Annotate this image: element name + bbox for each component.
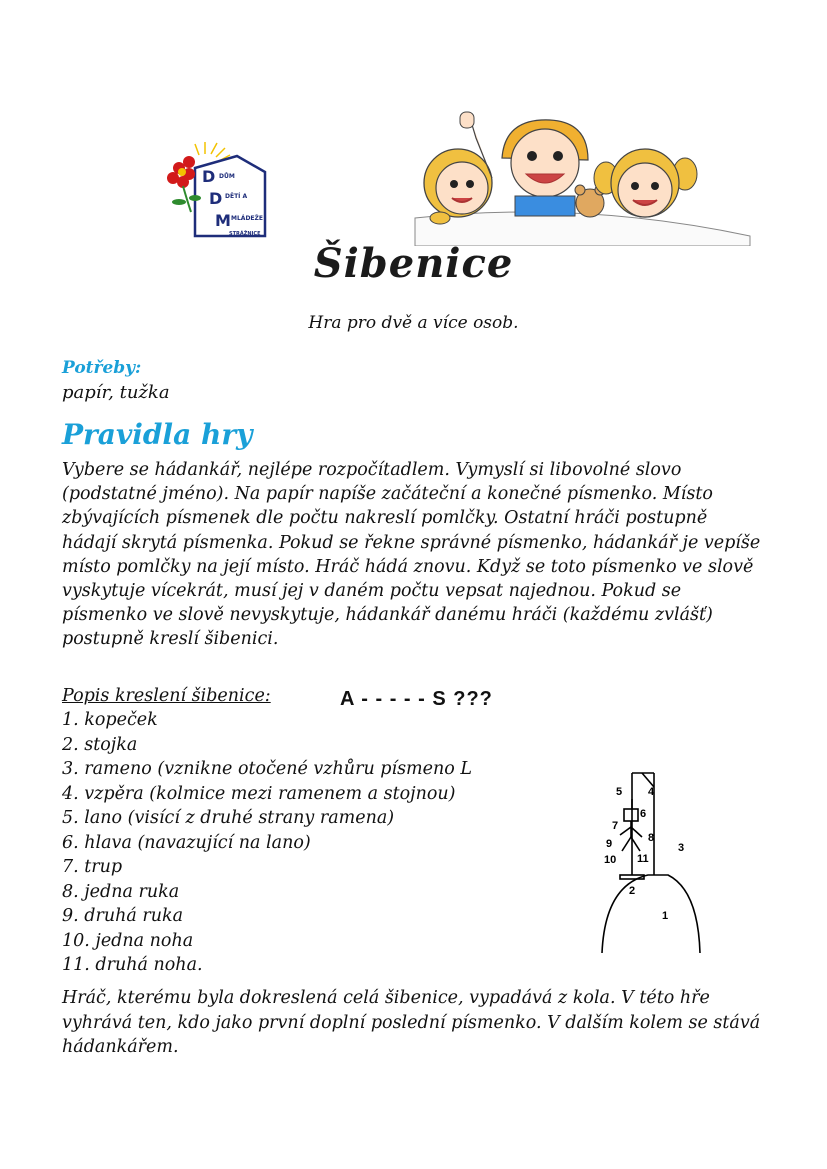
diagram-label-10: 10 — [604, 854, 617, 866]
list-item: 4. vzpěra (kolmice mezi ramenem a stojnou) — [62, 783, 456, 804]
boy-illustration — [502, 120, 588, 216]
diagram-label-1: 1 — [662, 910, 669, 922]
diagram-label-8: 8 — [648, 832, 655, 844]
page-subtitle: Hra pro dvě a více osob. — [308, 313, 519, 333]
diagram-label-11: 11 — [637, 853, 649, 865]
list-item: 2. stojka — [62, 734, 138, 755]
logo-letter-m: M — [215, 211, 231, 230]
needs-heading: Potřeby: — [62, 358, 142, 378]
diagram-label-6: 6 — [640, 808, 647, 820]
list-item: 9. druhá ruka — [62, 906, 184, 926]
list-item: 8. jedna ruka — [62, 881, 180, 902]
rules-heading: Pravidla hry — [62, 418, 253, 451]
list-item: 6. hlava (navazující na lano) — [62, 832, 311, 853]
children-illustration — [410, 108, 755, 246]
logo-letter-d1: D — [202, 167, 216, 186]
example-word: A - - - - - S ??? — [340, 688, 493, 710]
diagram-label-3: 3 — [678, 842, 685, 854]
list-item: 7. trup — [62, 857, 123, 877]
hill-shape — [602, 875, 700, 953]
logo-letter-d2: D — [209, 189, 223, 208]
hangman-diagram — [590, 765, 720, 965]
logo-line-2: DĚTÍ A — [225, 193, 248, 200]
logo-line-1: DŮM — [219, 173, 235, 180]
drawing-heading: Popis kreslení šibenice: — [62, 686, 271, 706]
sun-rays — [195, 142, 230, 161]
logo-line-3: MLÁDEŽE — [231, 215, 263, 222]
rules-text: Vybere se hádankář, nejlépe rozpočítadlem. Vymyslí si libovolné slovo (podstatné jméno). Na papír napíše začáteční a konečné písmenko. Místo zbývajících písmenek dle počtu nakreslí pomlčky. Ostatní hráči postupně hádají skrytá písmenka. Pokud se řekne správné písmenko, hádankář je vepíše místo pomlčky na její místo. Hráč hádá znovu. Když se toto písmenko ve slově vyskytuje vícekrát, musí jej v daném počtu vepsat najednou. Pokud se písmenko ve slově nevyskytuje, hádankář danému hráči (každému zvlášť) postupně kreslí šibenici. — [62, 460, 761, 650]
hangman-head — [624, 809, 638, 821]
girl-right-illustration — [594, 149, 697, 217]
diagram-label-9: 9 — [606, 838, 613, 850]
list-item: 11. druhá noha. — [62, 955, 203, 975]
list-item: 5. lano (visící z druhé strany ramena) — [62, 808, 395, 828]
list-item: 10. jedna noha — [62, 930, 194, 951]
final-text: Hráč, kterému byla dokreslená celá šibenice, vypadává z kola. V této hře vyhrává ten, kdo jako první doplní poslední písmenko. V dalším kolem se stává hádankářem. — [62, 988, 761, 1057]
list-item: 3. rameno (vznikne otočené vzhůru písmeno L — [62, 759, 472, 779]
girl-left-illustration — [424, 112, 492, 224]
list-item: 1. kopeček — [62, 710, 158, 730]
page-title: Šibenice — [313, 240, 514, 287]
ddm-logo — [165, 140, 275, 240]
logo-line-4: STRÁŽNICE — [229, 231, 261, 237]
diagram-label-4: 4 — [648, 786, 655, 798]
diagram-label-2: 2 — [629, 885, 636, 897]
hangman-leg-left — [622, 837, 631, 851]
drawing-steps-list — [62, 708, 472, 978]
hangman-arm-left — [620, 827, 631, 835]
diagram-label-5: 5 — [616, 786, 623, 798]
diagram-label-7: 7 — [612, 820, 619, 832]
needs-text: papír, tužka — [62, 382, 170, 403]
gallows-brace — [642, 773, 654, 787]
